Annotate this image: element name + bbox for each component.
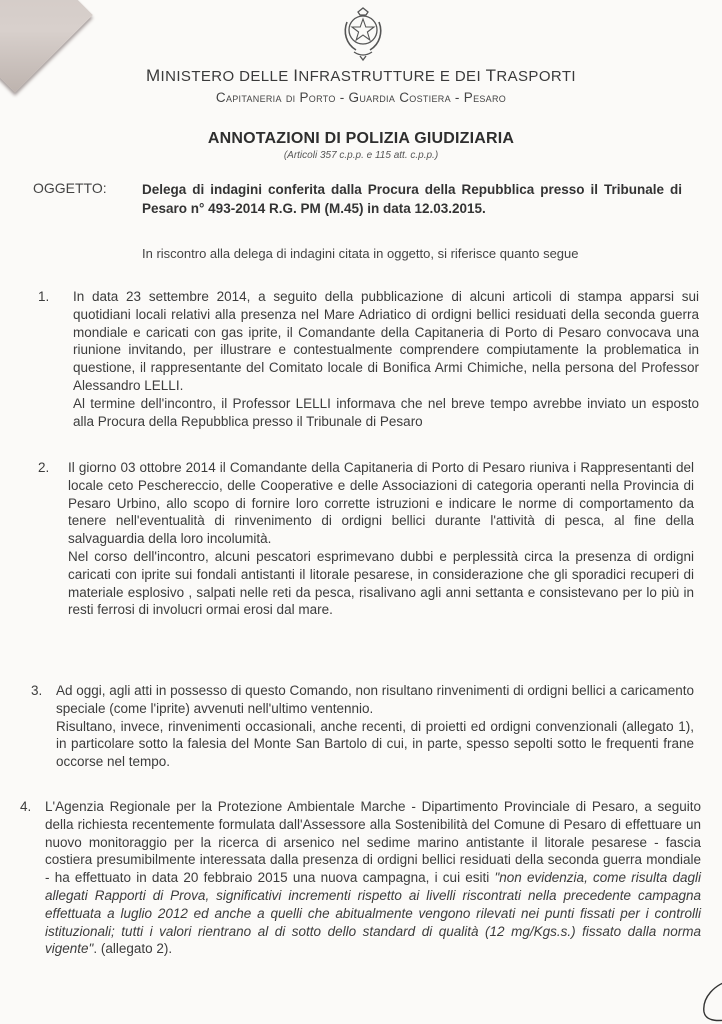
item-number: 2. <box>38 460 50 475</box>
ministry-part: INISTERO <box>160 68 240 85</box>
item-paragraph: Nel corso dell'incontro, alcuni pescatori esprimevano dubbi e perplessità circa la presenza di ordigni caricati con iprite sui fondali antistanti il litorale pesarese, in considerazione che gli sporadici recuperi di materiale esplosivo , salpati nelle reti da pesca, risalivano agli anni settanta e consistevano per lo più in resti ferrosi di involucri ormai erosi dal mare. <box>68 548 694 618</box>
item-tail-text: . (allegato 2). <box>93 941 173 957</box>
ministry-initial: T <box>485 66 497 85</box>
item-number: 4. <box>20 799 32 814</box>
ministry-part: DELLE <box>239 68 294 85</box>
item-body <box>68 459 694 619</box>
ministry-name <box>0 66 722 86</box>
ministry-initial: M <box>145 66 161 85</box>
item-paragraph: Al termine dell'incontro, il Professor LELLI informava che nel breve tempo avrebbe inviato un esposto alla Procura della Repubblica presso il Tribunale di Pesaro <box>73 395 699 429</box>
subject-label: OGGETTO: <box>33 180 107 196</box>
item-paragraph: In data 23 settembre 2014, a seguito della pubblicazione di alcuni articoli di stampa apparsi sui quotidiani locali relativi alla presenza nel Mare Adriatico di ordigni bellici residuati della seconda guerra mondiale e caricati con gas iprite, il Comandante della Capitaneria di Porto di Pesaro convocava una riunione invitando, per illustrare e contestualmente comprendere compiutamente la problematica in questione, il rappresentante del Comitato locale di Bonifica Armi Chimiche, nella persona del Professor Alessandro LELLI. <box>73 289 699 393</box>
intro-text: In riscontro alla delega di indagini citata in oggetto, si riferisce quanto segue <box>142 246 579 261</box>
document-title: ANNOTAZIONI DI POLIZIA GIUDIZIARIA <box>207 130 515 147</box>
item-body <box>45 798 701 958</box>
ministry-part: DEI <box>454 68 486 85</box>
capitaneria-name: Capitaneria di Porto - Guardia Costiera - Pesaro <box>215 90 507 105</box>
item-body <box>56 682 694 771</box>
item-quote-text: "non evidenzia, come risulta dagli allegati Rapporti di Prova, significativi incrementi rispetto ai livelli riscontrati nella precedente campagna effettuata a luglio 2012 ed anche a quelli che abitualmente vengono rilevati nei punti fissati per i controlli istituzionali; tutti i valori rientrano al di sotto dello standard di qualità (12 mg/Kgs.s.) fissato dalla norma vigente" <box>45 870 701 957</box>
handwritten-signature-mark <box>694 978 722 1024</box>
italian-republic-emblem-icon <box>338 6 388 62</box>
item-number: 1. <box>38 289 50 304</box>
ministry-part: NFRASTRUTTURE <box>298 68 440 85</box>
ministry-part: E <box>439 68 455 85</box>
ministry-part: RASPORTI <box>496 68 576 85</box>
item-paragraph: Risultano, invece, rinvenimenti occasionali, anche recenti, di proietti ed ordigni convenzionali (allegato 1), in particolare sotto la falesia del Monte San Bartolo di cui, in parte, spesso sepolti sotto le frequenti frane occorse nel tempo. <box>56 718 694 770</box>
item-paragraph <box>45 798 701 958</box>
item-number: 3. <box>31 683 43 698</box>
item-paragraph: Il giorno 03 ottobre 2014 il Comandante della Capitaneria di Porto di Pesaro riuniva i Rappresentanti del locale ceto Peschereccio, delle Cooperative e delle Associazioni di categoria operanti nella Provincia di Pesaro Urbino, allo scopo di fornire loro corrette istruzioni e indicare le norme di comportamento da tenere nell'eventualità di rinvenimento di ordigni bellici durante l'attività di pesca, al fine della salvaguardia della loro incolumità. <box>68 460 694 547</box>
document-subtitle: (Articoli 357 c.p.p. e 115 att. c.p.p.) <box>283 150 439 161</box>
item-lead-text: L'Agenzia Regionale per la Protezione Ambientale Marche - Dipartimento Provinciale di Pesaro, a seguito della richiesta recentemente formulata dall'Assessore alla Sostenibilità del Comune di Pesaro di effettuare un nuovo monitoraggio per la ricerca di arsenico nel sedime marino antistante il litorale pesarese - fascia costiera presumibilmente interessata dalla presenza di ordigni bellici residuati della seconda guerra mondiale - ha effettuato in data 20 febbraio 2015 una nuova campagna, i cui esiti <box>45 799 701 886</box>
subject-text: Delega di indagini conferita dalla Procura della Repubblica presso il Tribunale di Pesaro n° 493-2014 R.G. PM (M.45) in data 12.03.2015. <box>142 182 682 216</box>
item-body <box>73 288 699 430</box>
ministry-initial: I <box>293 66 299 85</box>
item-paragraph: Ad oggi, agli atti in possesso di questo Comando, non risultano rinvenimenti di ordigni bellici a caricamento speciale (come l'iprite) avvenuti nell'ultimo ventennio. <box>56 683 694 716</box>
